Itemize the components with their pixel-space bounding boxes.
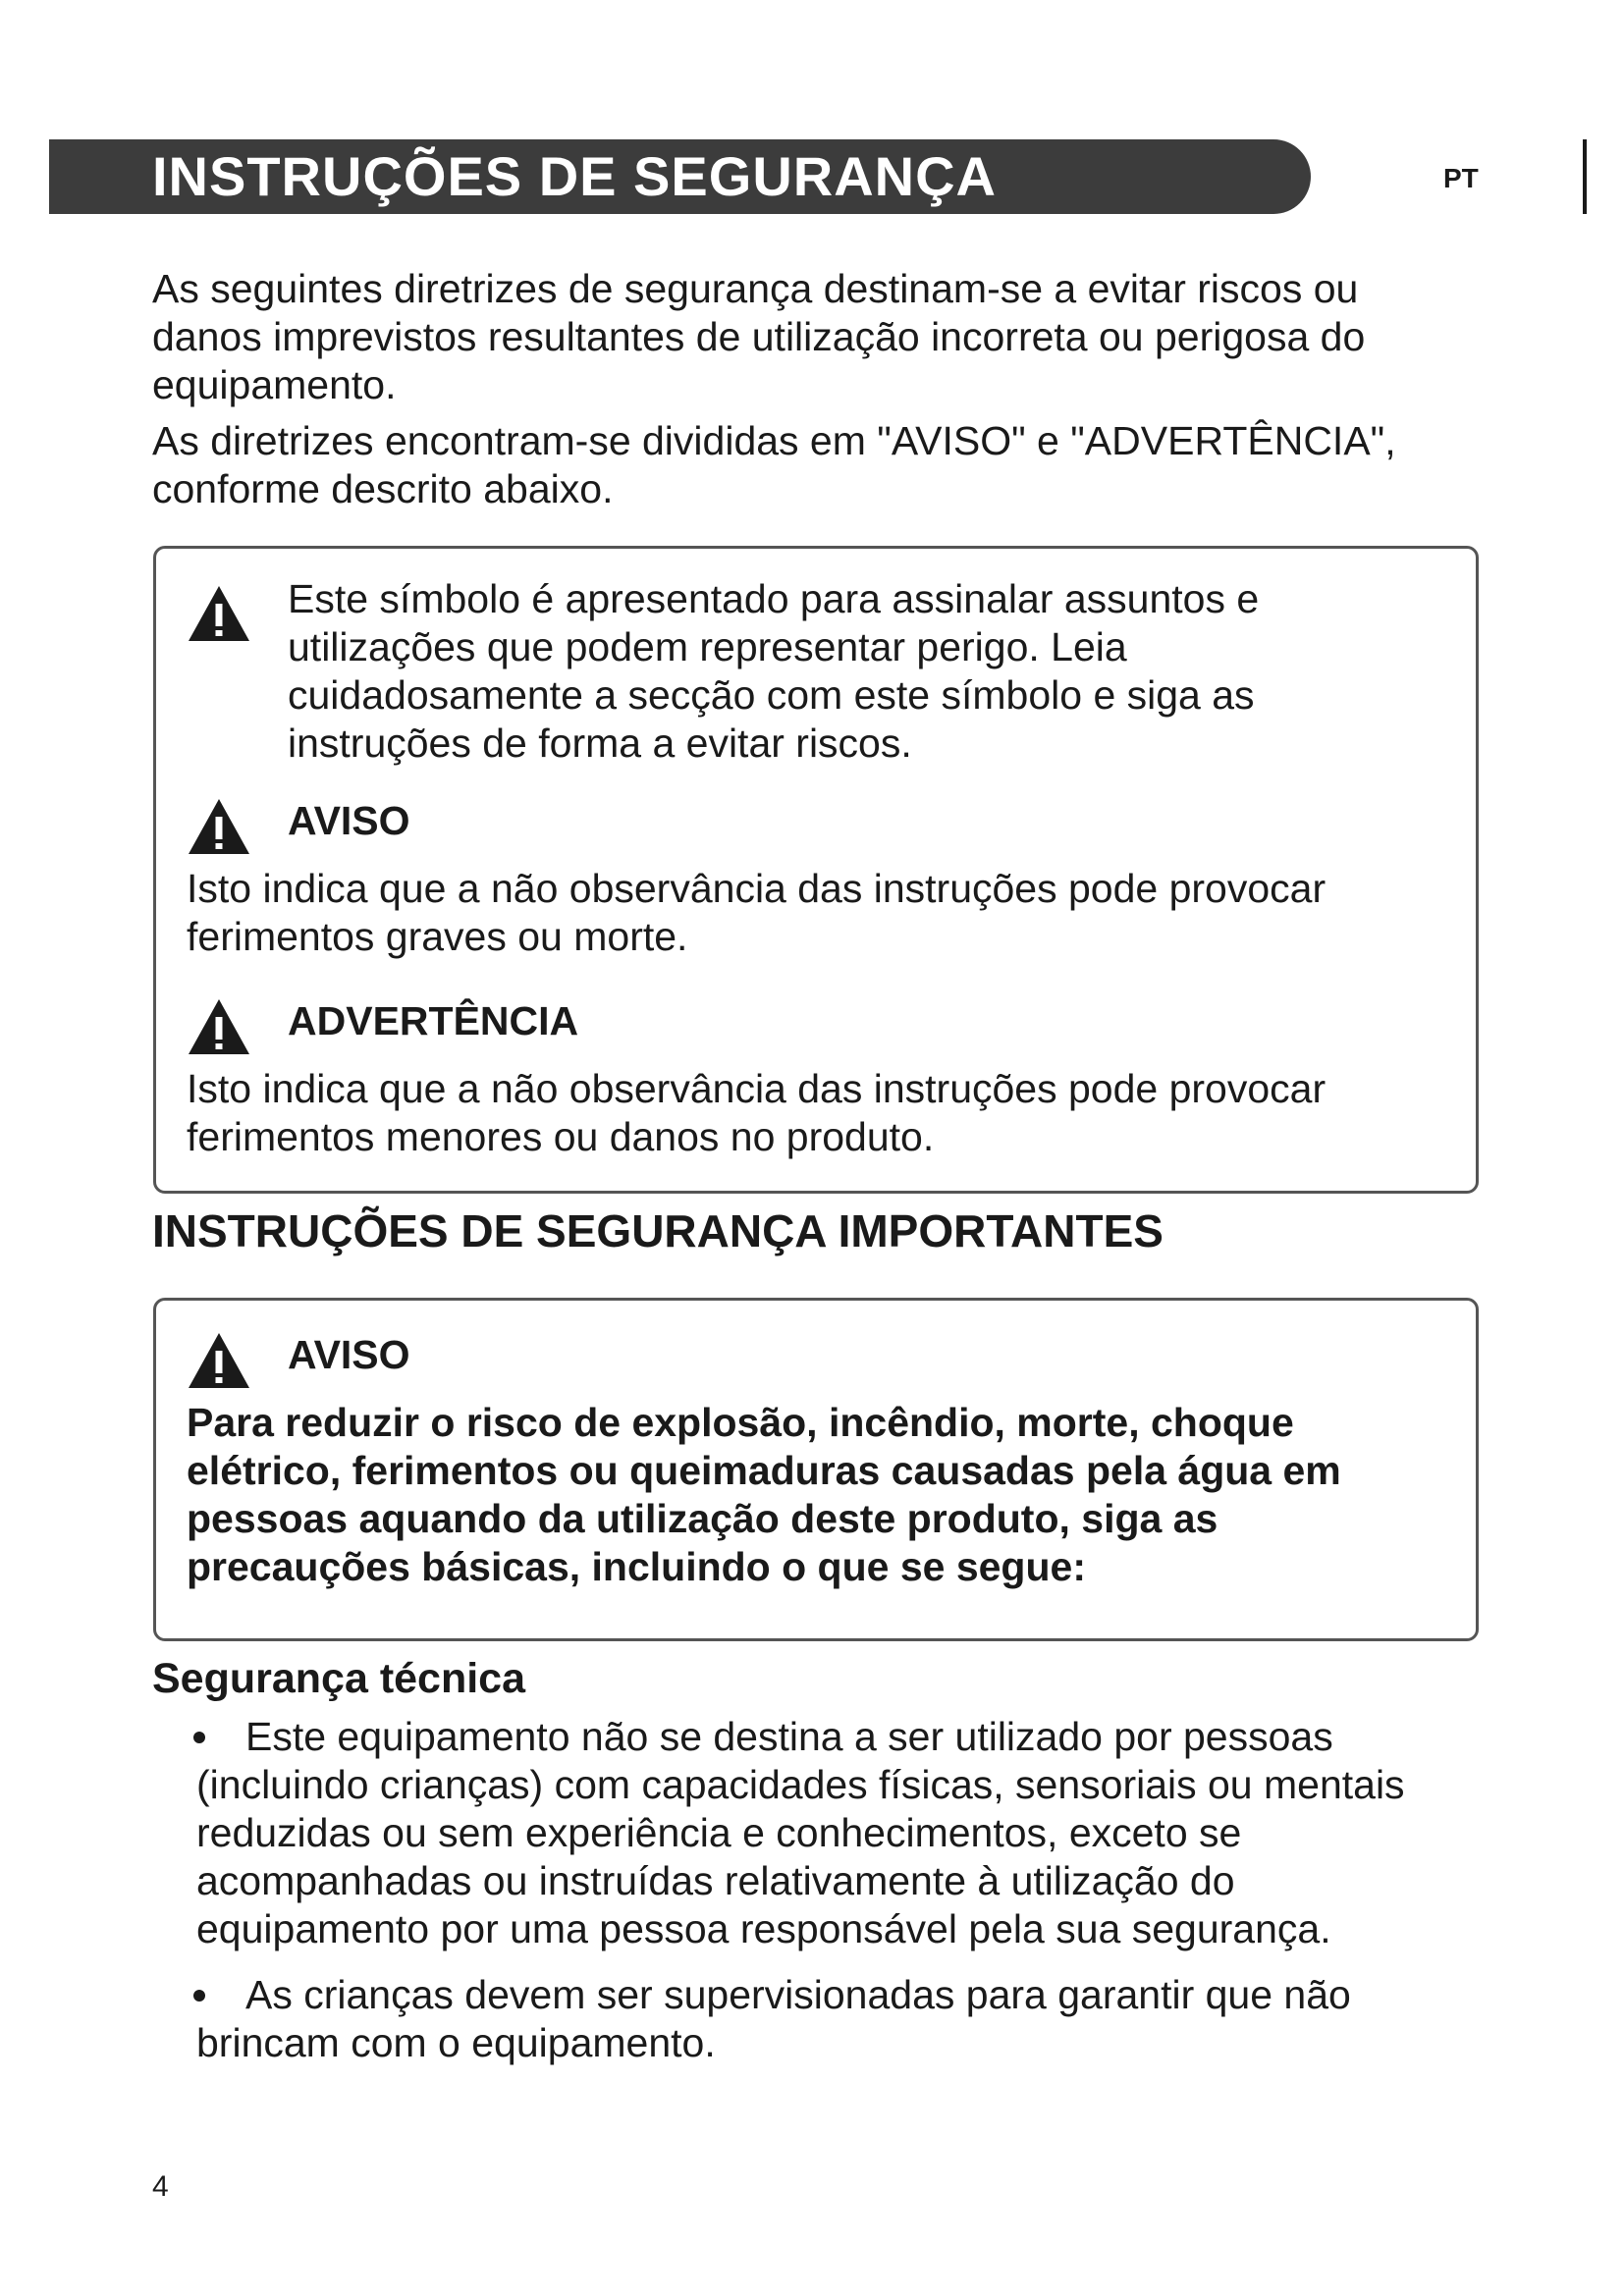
page-edge-marker (1583, 139, 1587, 214)
technical-safety-list (196, 1713, 1473, 2085)
symbols-explanation-box (153, 546, 1479, 1194)
warning-triangle-icon (187, 997, 251, 1056)
important-warning-text: Para reduzir o risco de explosão, incêndio, morte, choque elétrico, ferimentos ou queimaduras causadas pela água em pessoas aquando da utilização deste produto, siga as precauções básicas, incluindo o que se segue: (187, 1400, 1341, 1589)
warning-triangle-icon (187, 797, 251, 856)
important-warning-box (153, 1298, 1479, 1641)
symbol-explanation-text: Este símbolo é apresentado para assinalar assuntos e utilizações que podem representar perigo. Leia cuidadosamente a secção com este símbolo e siga as instruções de forma a evitar riscos. (288, 576, 1260, 766)
intro-paragraph-1: As seguintes diretrizes de segurança destinam-se a evitar riscos ou danos imprevistos resultantes de utilização incorreta ou perigosa do equipamento. (152, 266, 1366, 407)
page-title: INSTRUÇÕES DE SEGURANÇA (152, 145, 997, 207)
important-warning-label: AVISO (288, 1332, 410, 1377)
warning-label: AVISO (288, 798, 410, 843)
caution-label: ADVERTÊNCIA (288, 998, 579, 1043)
warning-triangle-icon (187, 1331, 251, 1390)
language-code: PT (1443, 163, 1479, 193)
intro-text (152, 265, 1478, 521)
warning-description: Isto indica que a não observância das instruções pode provocar ferimentos graves ou morte. (187, 866, 1326, 959)
intro-paragraph-2: As diretrizes encontram-se divididas em "AVISO" e "ADVERTÊNCIA", conforme descrito abaixo. (152, 418, 1396, 511)
technical-safety-heading: Segurança técnica (152, 1655, 526, 1702)
page-number: 4 (152, 2170, 169, 2203)
caution-description: Isto indica que a não observância das instruções pode provocar ferimentos menores ou danos no produto. (187, 1066, 1326, 1159)
warning-triangle-icon (187, 584, 251, 643)
important-instructions-heading: INSTRUÇÕES DE SEGURANÇA IMPORTANTES (152, 1205, 1164, 1256)
list-item-text: As crianças devem ser supervisionadas para garantir que não brincam com o equipamento. (196, 1972, 1351, 2065)
list-item (196, 1971, 1473, 2067)
bullet-icon (193, 1732, 205, 1743)
list-item-text: Este equipamento não se destina a ser utilizado por pessoas (incluindo crianças) com capacidades físicas, sensoriais ou mentais reduzidas ou sem experiência e conhecimentos, exceto se acompanhadas ou instruídas relativamente à utilização do equipamento por uma pessoa responsável pela sua segurança. (196, 1714, 1405, 1951)
bullet-icon (193, 1990, 205, 2002)
list-item (196, 1713, 1473, 1953)
